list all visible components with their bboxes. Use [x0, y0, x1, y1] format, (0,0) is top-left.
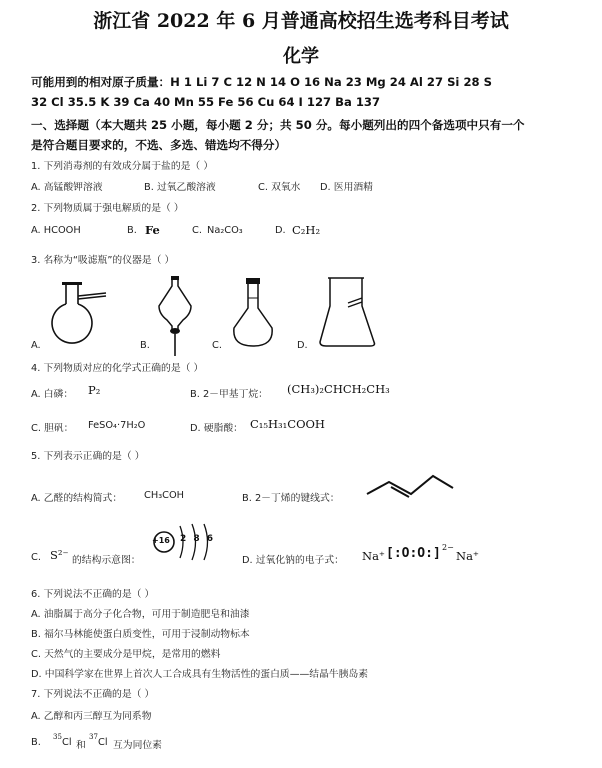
peroxide-sodium-right: Na⁺: [456, 549, 479, 563]
volumetric-flask-c-illustration: [228, 278, 278, 350]
q7-option-a: A. 乙醇和丙三醇互为同系物: [31, 711, 152, 722]
q1-option-d: D. 医用酒精: [320, 182, 373, 193]
q7-option-b-mass2: 37: [89, 733, 98, 741]
atomic-masses-line1: 可能用到的相对原子质量：H 1 Li 7 C 12 N 14 O 16 Na 23 Mg 24 Al 27 Si 28 S: [31, 75, 492, 89]
q6-option-c: C. 天然气的主要成分是甲烷，是常用的燃料: [31, 649, 221, 660]
sulfide-shell-electrons: 2 8 6: [180, 534, 216, 544]
q7-option-b-mass1: 35: [53, 733, 62, 741]
q5-option-c-label: C.: [31, 552, 41, 563]
q3-option-c: C.: [212, 340, 222, 351]
sulfide-nucleus-charge: +16: [152, 536, 170, 545]
suction-flask-d-illustration: [318, 276, 378, 350]
q2-option-b-label: B.: [127, 225, 137, 236]
q2-stem: 2. 下列物质属于强电解质的是（ ）: [31, 203, 184, 214]
subject-title: 化学: [283, 46, 319, 67]
q6-option-a: A. 油脂属于高分子化合物，可用于制造肥皂和油漆: [31, 609, 250, 620]
2-butene-skeletal-formula: [365, 470, 455, 500]
section-heading-line1: 一、选择题（本大题共 25 小题，每小题 2 分；共 50 分。每小题列出的四个备选项中只有一个: [31, 118, 525, 132]
q7-option-b-cl1: Cl: [62, 737, 72, 748]
q7-option-b-cl2: Cl: [98, 737, 108, 748]
q1-option-a: A. 高锰酸钾溶液: [31, 182, 103, 193]
q5-option-c-ion: S²⁻: [50, 548, 69, 562]
q6-stem: 6. 下列说法不正确的是（ ）: [31, 589, 155, 600]
q5-option-b-label: B. 2－丁烯的键线式：: [242, 493, 340, 504]
q1-option-b: B. 过氧乙酸溶液: [144, 182, 216, 193]
q5-option-a: CH₃COH: [144, 490, 185, 501]
sulfide-ion-structure-diagram: [148, 520, 218, 570]
q5-option-a-label: A. 乙醛的结构简式：: [31, 493, 123, 504]
q2-option-d-label: D.: [275, 225, 286, 236]
q3-stem: 3. 名称为“吸滤瓶”的仪器是（ ）: [31, 255, 175, 266]
q4-option-c-label: C. 胆矾：: [31, 423, 74, 434]
peroxide-sodium-left: Na⁺: [362, 549, 385, 563]
q4-stem: 4. 下列物质对应的化学式正确的是（ ）: [31, 363, 204, 374]
q3-option-d: D.: [297, 340, 308, 351]
q4-option-a: P₂: [88, 383, 101, 397]
q6-option-d: D. 中国科学家在世界上首次人工合成具有生物活性的蛋白质——结晶牛胰岛素: [31, 669, 369, 680]
q5-stem: 5. 下列表示正确的是（ ）: [31, 451, 145, 462]
peroxide-electron-dot-core: [:O:O:]: [386, 546, 441, 561]
q2-option-d: C₂H₂: [292, 223, 321, 237]
q4-option-d-label: D. 硬脂酸：: [190, 423, 243, 434]
q4-option-a-label: A. 白磷：: [31, 389, 74, 400]
q2-option-c-label: C.: [192, 225, 202, 236]
q5-option-c-text: 的结构示意图：: [72, 555, 141, 566]
peroxide-charge: 2−: [442, 543, 454, 552]
flask-a-illustration: [44, 282, 124, 352]
atomic-masses-line2: 32 Cl 35.5 K 39 Ca 40 Mn 55 Fe 56 Cu 64 I 127 Ba 137: [31, 95, 381, 109]
q4-option-c: FeSO₄·7H₂O: [88, 420, 146, 431]
q3-option-a: A.: [31, 340, 41, 351]
q4-option-b: (CH₃)₂CHCH₂CH₃: [287, 382, 390, 396]
page-title: 浙江省 2022 年 6 月普通高校招生选考科目考试: [93, 10, 509, 32]
q6-option-b: B. 福尔马林能使蛋白质变性，可用于浸制动物标本: [31, 629, 250, 640]
q2-option-a: A. HCOOH: [31, 225, 81, 236]
q7-option-b-prefix: B.: [31, 737, 41, 748]
q7-stem: 7. 下列说法不正确的是（ ）: [31, 689, 155, 700]
section-heading-line2: 是符合题目要求的，不选、多选、错选均不得分）: [31, 138, 287, 152]
q4-option-d: C₁₅H₃₁COOH: [250, 417, 325, 431]
q1-option-c: C. 双氧水: [258, 182, 301, 193]
q7-option-b-suffix: 互为同位素: [113, 740, 162, 751]
q4-option-b-label: B. 2－甲基丁烷：: [190, 389, 268, 400]
q1-stem: 1. 下列消毒剂的有效成分属于盐的是（ ）: [31, 161, 214, 172]
q3-option-b: B.: [140, 340, 150, 351]
funnel-b-illustration: [155, 276, 195, 358]
q7-option-b-and: 和: [76, 740, 86, 751]
q5-option-d-label: D. 过氧化钠的电子式：: [242, 555, 344, 566]
q2-option-b: Fe: [145, 223, 160, 237]
q2-option-c: Na₂CO₃: [207, 225, 243, 236]
